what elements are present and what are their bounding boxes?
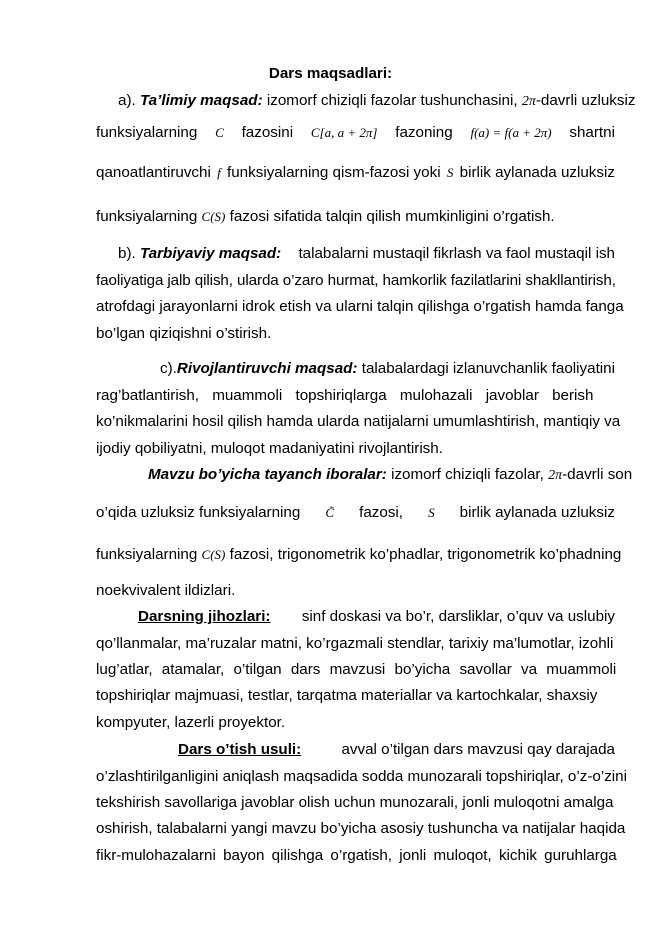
keywords-text-3a: funksiyalarning: [96, 546, 198, 563]
formula-f: f: [217, 165, 221, 180]
a-label: Ta’limiy maqsad:: [139, 92, 263, 109]
equipment-line-4: topshiriqlar majmuasi, testlar, tarqatma materiallar va kartochkalar, shaxsiy: [96, 687, 598, 704]
page-title: Dars maqsadlari:: [268, 65, 393, 82]
b-line-1: [118, 244, 615, 264]
a-line-2: [96, 123, 615, 143]
keywords-text-2c: birlik aylanada uzluksiz: [459, 504, 615, 521]
c-line-2: rag’batlantirish, muammoli topshiriqlarga mulohazali javoblar berish: [96, 387, 594, 404]
method-line-1: [178, 740, 615, 760]
two-pi-formula: 2π: [521, 94, 536, 109]
a-text-2b: fazosini: [241, 124, 294, 141]
a-text-2d: shartni: [569, 124, 615, 141]
method-line-3: tekshirish savollariga javoblar olish uchun munozarali, jonli muloqotni amalga: [96, 794, 614, 811]
c-text-1: talabalardagi izlanuvchanlik faoliyatini: [361, 360, 615, 377]
c-label: Rivojlantiruvchi maqsad:: [176, 360, 358, 377]
a-line-1: [118, 91, 636, 112]
a-line-3: [96, 163, 615, 183]
method-line-4: oshirish, talabalarni yangi mavzu bo’yicha asosiy tushuncha va natijalar haqida: [96, 820, 626, 837]
keywords-label: Mavzu bo’yicha tayanch iboralar:: [148, 466, 387, 483]
b-line-3: atrofdagi jarayonlarni idrok etish va ularni talqin qilishga o’rgatish hamda fanga: [96, 298, 624, 315]
formula-C: C: [215, 125, 224, 140]
a-text-3b: funksiyalarning qism-fazosi yoki: [227, 164, 441, 181]
formula-C-interval: C[a, a + 2π]: [310, 125, 378, 140]
method-text-1: avval o’tilgan dars mavzusi qay darajada: [341, 741, 615, 758]
a-text-4a: funksiyalarning: [96, 208, 198, 225]
a-text-3c: birlik aylanada uzluksiz: [459, 164, 615, 181]
c-line-3: ko’nikmalarini hosil qilish hamda ularda natijalarni umumlashtirish, mantiqiy va: [96, 413, 621, 430]
a-text-3a: qanoatlantiruvchi: [96, 164, 211, 181]
method-label: Dars o’tish usuli:: [178, 741, 302, 758]
a-prefix: a).: [118, 92, 136, 109]
formula-S: S: [446, 165, 454, 180]
keywords-line-3: [96, 545, 622, 565]
c-line-1: [160, 359, 615, 379]
b-label: Tarbiyaviy maqsad:: [139, 245, 282, 262]
equipment-line-1: [138, 607, 615, 627]
a-text-2a: funksiyalarning: [96, 124, 198, 141]
formula-CS: C(S): [201, 209, 226, 224]
equipment-line-2: qo’llanmalar, ma’ruzalar matni, ko’rgazmali stendlar, tarixiy ma’lumotlar, izohli: [96, 635, 614, 652]
a-text-2c: fazoning: [395, 124, 453, 141]
formula-periodic: f(a) = f(a + 2π): [470, 125, 552, 140]
b-text-1: talabalarni mustaqil fikrlash va faol mustaqil ish: [298, 245, 615, 262]
keywords-text-1-end: -davrli son: [562, 466, 633, 483]
equipment-line-5: kompyuter, lazerli proyektor.: [96, 714, 286, 731]
keywords-text-2b: fazosi,: [359, 504, 404, 521]
method-line-5: fikr-mulohazalarni bayon qilishga o’rgatish, jonli muloqot, kichik guruhlarga: [96, 847, 617, 864]
a-text-1: izomorf chiziqli fazolar tushunchasini,: [266, 92, 518, 109]
formula-CS-2: C(S): [201, 547, 226, 562]
keywords-line-1: [148, 465, 633, 486]
keywords-text-3b: fazosi, trigonometrik ko’phadlar, trigonometrik ko’phadning: [229, 546, 622, 563]
b-line-2: faoliyatiga jalb qilish, ularda o’zaro hurmat, hamkorlik fazilatlarini shakllantirish,: [96, 272, 616, 289]
equipment-line-3: lug’atlar, atamalar, o’tilgan dars mavzusi bo’yicha savollar va muammoli: [96, 661, 617, 678]
formula-S-2: S: [428, 505, 435, 520]
keywords-text-2a: o’qida uzluksiz funksiyalarning: [96, 504, 301, 521]
b-prefix: b).: [118, 245, 136, 262]
method-line-2: o’zlashtirilganligini aniqlash maqsadida sodda munozarali topshiriqlar, o’z-o’zini: [96, 768, 628, 785]
equipment-text-1: sinf doskasi va bo’r, darsliklar, o’quv va uslubiy: [301, 608, 615, 625]
keywords-line-2: [96, 503, 615, 523]
equipment-label: Darsning jihozlari:: [138, 608, 271, 625]
a-text-1-end: -davrli uzluksiz: [535, 92, 636, 109]
c-line-4: ijodiy qobiliyatni, muloqot madaniyatini rivojlantirish.: [96, 440, 443, 457]
formula-C-tilde: C̃: [325, 505, 335, 520]
two-pi-formula-2: 2π: [548, 468, 563, 483]
c-prefix: c).: [160, 360, 177, 377]
keywords-text-1: izomorf chiziqli fazolar,: [391, 466, 544, 483]
keywords-line-4: noekvivalent ildizlari.: [96, 582, 236, 599]
a-line-4: [96, 207, 615, 227]
b-line-4: bo’lgan qiziqishni o’stirish.: [96, 325, 272, 342]
a-text-4b: fazosi sifatida talqin qilish mumkinligini o’rgatish.: [229, 208, 555, 225]
